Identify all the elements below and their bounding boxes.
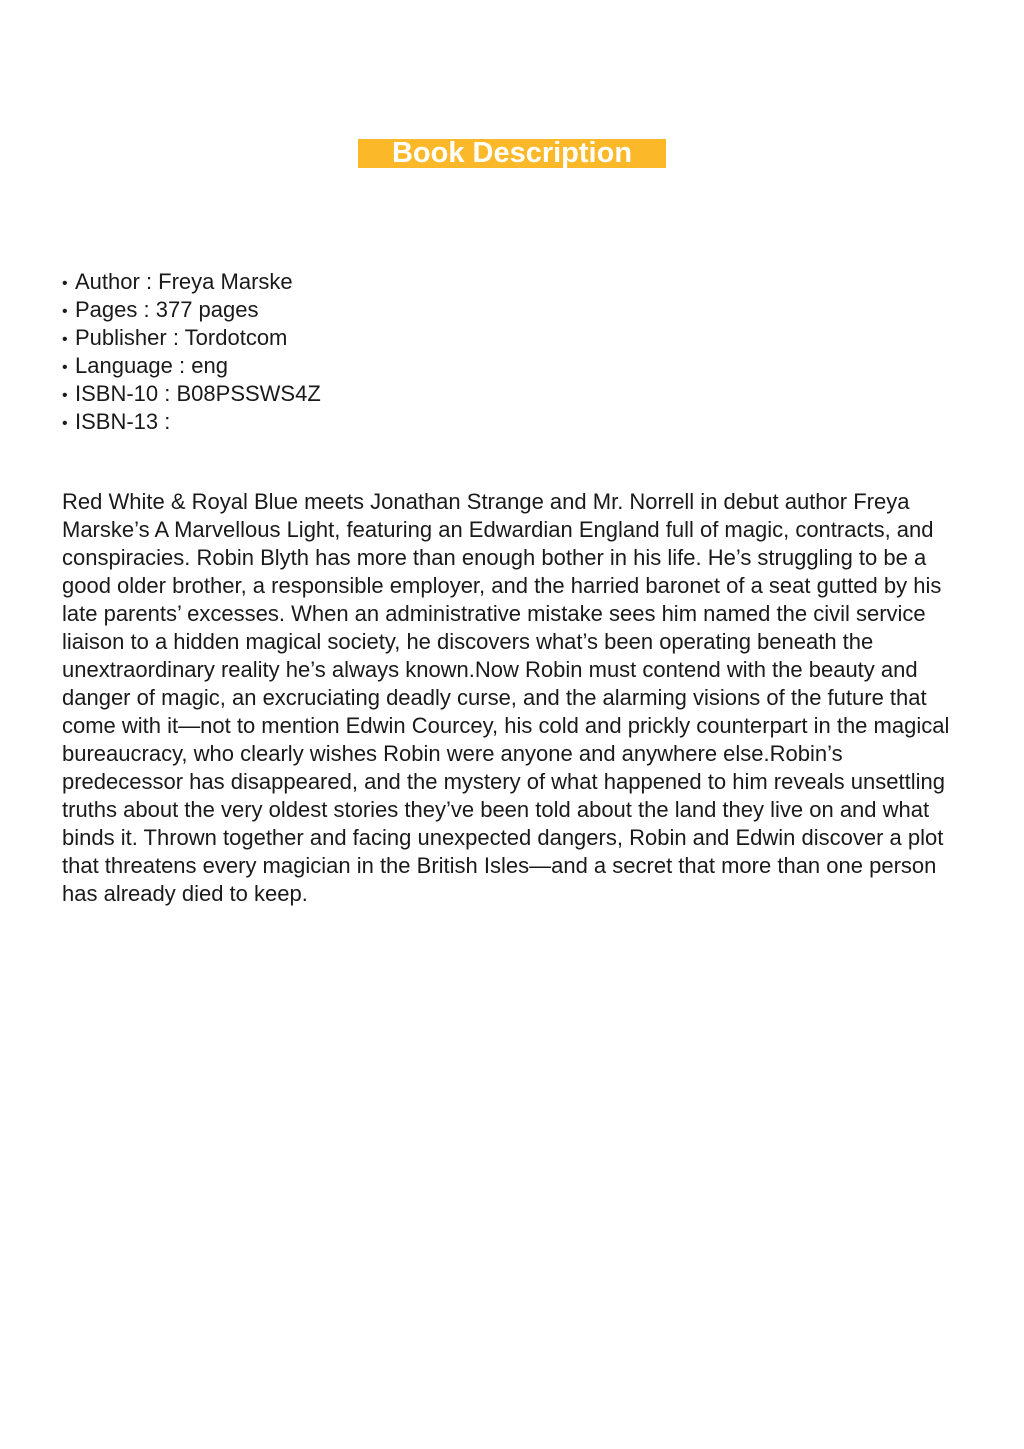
detail-label: Language bbox=[75, 353, 173, 378]
detail-isbn-13: • ISBN-13 : bbox=[62, 408, 962, 436]
bullet-icon: • bbox=[62, 303, 68, 320]
detail-author: • Author : Freya Marske bbox=[62, 268, 962, 296]
detail-value: eng bbox=[191, 353, 228, 378]
detail-value: 377 pages bbox=[155, 297, 259, 322]
book-details-list bbox=[62, 268, 962, 436]
detail-label: Author bbox=[75, 269, 140, 294]
page-title: Book Description bbox=[391, 137, 633, 169]
bullet-icon: • bbox=[62, 275, 68, 292]
detail-publisher: • Publisher : Tordotcom bbox=[62, 324, 962, 352]
detail-value: Tordotcom bbox=[184, 325, 288, 350]
detail-value: Freya Marske bbox=[158, 269, 293, 294]
detail-value: B08PSSWS4Z bbox=[176, 381, 321, 406]
bullet-icon: • bbox=[62, 415, 68, 432]
detail-language: • Language : eng bbox=[62, 352, 962, 380]
bullet-icon: • bbox=[62, 387, 68, 404]
title-banner bbox=[358, 139, 666, 168]
detail-label: Publisher bbox=[75, 325, 167, 350]
detail-label: ISBN-10 bbox=[75, 381, 159, 406]
detail-isbn-10: • ISBN-10 : B08PSSWS4Z bbox=[62, 380, 962, 408]
bullet-icon: • bbox=[62, 331, 68, 348]
bullet-icon: • bbox=[62, 359, 68, 376]
detail-label: ISBN-13 bbox=[75, 409, 159, 434]
detail-pages: • Pages : 377 pages bbox=[62, 296, 962, 324]
book-description: Red White & Royal Blue meets Jonathan Strange and Mr. Norrell in debut author Freya Marske’s A Marvellous Light, featuring an Edwardian England full of magic, contracts, and conspiracies. Robin Blyth has more than enough bother in his life. He’s struggling to be a good older brother, a responsible employer, and the harried baronet of a seat gutted by his late parents’ excesses. When an administrative mistake sees him named the civil service liaison to a hidden magical society, he discovers what’s been operating beneath the unextraordinary reality he’s always known.Now Robin must contend with the beauty and danger of magic, an excruciating deadly curse, and the alarming visions of the future that come with it—not to mention Edwin Courcey, his cold and prickly counterpart in the magical bureaucracy, who clearly wishes Robin were anyone and anywhere else.Robin’s predecessor has disappeared, and the mystery of what happened to him reveals unsettling truths about the very oldest stories they’ve been told about the land they live on and what binds it. Thrown together and facing unexpected dangers, Robin and Edwin discover a plot that threatens every magician in the British Isles—and a secret that more than one person has already died to keep. bbox=[62, 489, 950, 906]
detail-label: Pages bbox=[75, 297, 138, 322]
